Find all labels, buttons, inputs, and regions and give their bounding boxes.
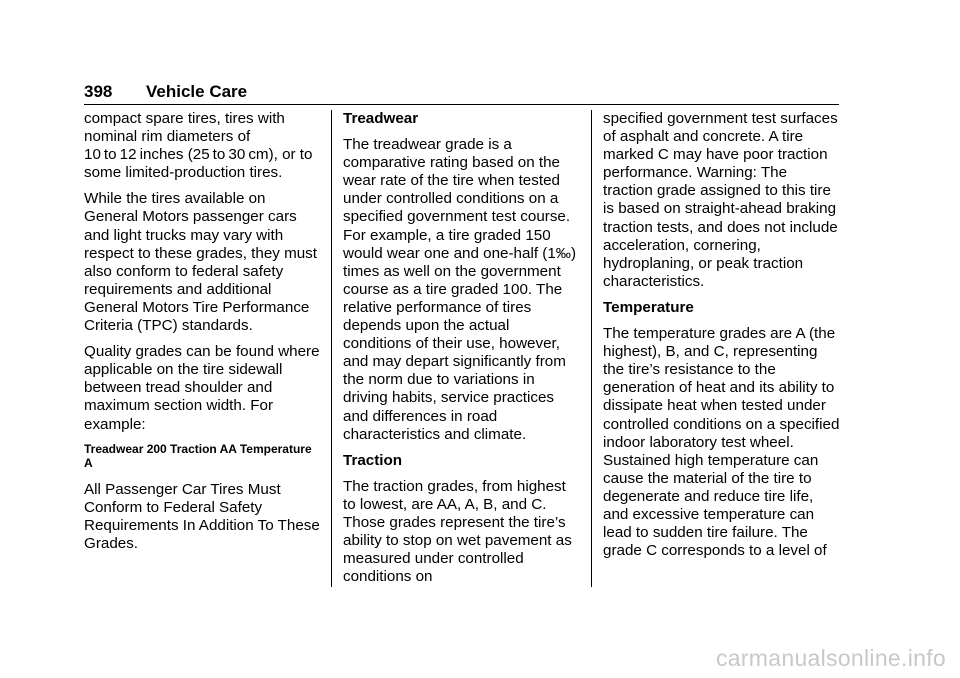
section-title: Vehicle Care — [146, 82, 248, 101]
paragraph: All Passenger Car Tires Must Conform to Federal Safety Requirements In Addition To These Grades. — [84, 480, 320, 552]
page-header — [84, 80, 839, 105]
traction-heading: Traction — [343, 451, 403, 469]
paragraph: The temperature grades are A (the highest), B, and C, representing the tire’s resistance to the generation of heat and its ability to dissipate heat when tested under controlled conditions on a specified indoor laboratory test wheel. Sustained high temperature can cause the material of the tire to degenerate and reduce tire life, and excessive temperature can lead to sudden tire failure. The grade C corresponds to a level of — [603, 325, 840, 560]
temperature-heading: Temperature — [603, 298, 694, 316]
column-divider — [591, 110, 592, 587]
paragraph: Quality grades can be found where applicable on the tire sidewall between tread shoulder and maximum section width. For example: — [84, 343, 320, 433]
paragraph: The traction grades, from highest to lowest, are AA, A, B, and C. Those grades represent the tire’s ability to stop on wet pavement as measured under controlled conditions on — [343, 477, 572, 586]
text-column-1 — [84, 110, 322, 561]
watermark-link[interactable]: carmanualsonline.info — [715, 645, 946, 671]
sidewall-example-label: Treadwear 200 Traction AA Temperature A — [84, 441, 312, 471]
paragraph: compact spare tires, tires with nominal rim diameters of 10 to 12 inches (25 to 30 cm), or to some limited-production tires. — [84, 110, 313, 182]
paragraph: The treadwear grade is a comparative rating based on the wear rate of the tire when tested under controlled conditions on a specified government test course. For example, a tire graded 150 would wear one and one-half (1‰) times as well on the government course as a tire graded 100. The relative performance of tires depends upon the actual conditions of their use, however, and may depart significantly from the norm due to variations in driving habits, service practices and differences in road characteristics and climate. — [343, 136, 577, 443]
column-divider — [331, 110, 332, 587]
text-column-2 — [343, 110, 581, 594]
paragraph: While the tires available on General Motors passenger cars and light trucks may vary with respect to these grades, they must also conform to federal safety requirements and additional General Motors Tire Performance Criteria (TPC) standards. — [84, 190, 317, 335]
page-number: 398 — [84, 82, 113, 101]
treadwear-heading: Treadwear — [343, 110, 419, 127]
paragraph: specified government test surfaces of asphalt and concrete. A tire marked C may have poor traction performance. Warning: The traction grade assigned to this tire is based on straight-ahead braking traction tests, and does not include acceleration, cornering, hydroplaning, or peak traction characteristics. — [603, 110, 838, 290]
text-column-3 — [603, 110, 841, 568]
